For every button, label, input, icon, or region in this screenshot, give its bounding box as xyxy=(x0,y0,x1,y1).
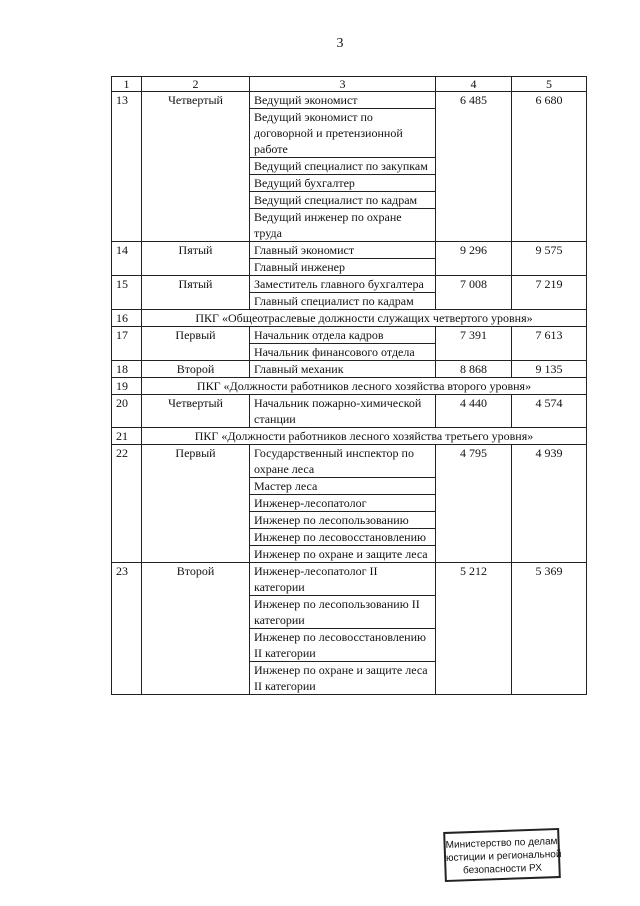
section-row xyxy=(112,310,587,327)
position-title: Инженер по охране и защите леса II категории xyxy=(250,662,436,695)
position-title: Начальник финансового отдела xyxy=(250,344,436,361)
section-row xyxy=(112,378,587,395)
value-column-5: 7 219 xyxy=(512,276,587,310)
position-title: Инженер-лесопатолог xyxy=(250,495,436,512)
section-row xyxy=(112,428,587,445)
position-title: Государственный инспектор по охране леса xyxy=(250,445,436,478)
row-number: 21 xyxy=(112,428,142,445)
qualification-level: Пятый xyxy=(142,276,250,310)
position-title: Главный механик xyxy=(250,361,436,378)
row-number: 16 xyxy=(112,310,142,327)
section-title: ПКГ «Общеотраслевые должности служащих четвертого уровня» xyxy=(142,310,587,327)
position-title: Инженер по охране и защите леса xyxy=(250,546,436,563)
value-column-4: 8 868 xyxy=(436,361,512,378)
page-number: 3 xyxy=(336,36,344,51)
stamp-line: Министерство по делам xyxy=(445,836,558,851)
position-title: Начальник пожарно-химической станции xyxy=(250,395,436,428)
value-column-5: 4 574 xyxy=(512,395,587,428)
position-title: Главный инженер xyxy=(250,259,436,276)
position-title: Заместитель главного бухгалтера xyxy=(250,276,436,293)
qualification-level: Четвертый xyxy=(142,92,250,242)
ministry-stamp xyxy=(443,828,561,882)
value-column-5: 7 613 xyxy=(512,327,587,361)
stamp-line: юстиции и региональной xyxy=(445,848,562,864)
qualification-level: Пятый xyxy=(142,242,250,276)
position-title: Мастер леса xyxy=(250,478,436,495)
position-title: Ведущий экономист по договорной и претензионной работе xyxy=(250,109,436,158)
position-title: Ведущий инженер по охране труда xyxy=(250,209,436,242)
position-title: Инженер по лесопользованию II категории xyxy=(250,596,436,629)
row-number: 20 xyxy=(112,395,142,428)
header-cell: 4 xyxy=(436,77,512,92)
header-cell: 5 xyxy=(512,77,587,92)
position-title: Инженер по лесовосстановлению xyxy=(250,529,436,546)
table-header-row xyxy=(112,77,587,92)
value-column-4: 4 795 xyxy=(436,445,512,563)
qualification-level: Первый xyxy=(142,327,250,361)
table-row xyxy=(112,327,587,344)
qualification-level: Четвертый xyxy=(142,395,250,428)
table-row xyxy=(112,361,587,378)
qualification-level: Второй xyxy=(142,361,250,378)
position-title: Ведущий специалист по закупкам xyxy=(250,158,436,175)
value-column-4: 7 008 xyxy=(436,276,512,310)
row-number: 15 xyxy=(112,276,142,310)
table-row xyxy=(112,395,587,428)
position-title: Инженер-лесопатолог II категории xyxy=(250,563,436,596)
value-column-5: 6 680 xyxy=(512,92,587,242)
section-title: ПКГ «Должности работников лесного хозяйства третьего уровня» xyxy=(142,428,587,445)
row-number: 22 xyxy=(112,445,142,563)
qualification-level: Первый xyxy=(142,445,250,563)
position-title: Главный специалист по кадрам xyxy=(250,293,436,310)
position-title: Начальник отдела кадров xyxy=(250,327,436,344)
position-title: Ведущий специалист по кадрам xyxy=(250,192,436,209)
table-row xyxy=(112,276,587,293)
value-column-4: 6 485 xyxy=(436,92,512,242)
row-number: 19 xyxy=(112,378,142,395)
position-title: Инженер по лесовосстановлению II категории xyxy=(250,629,436,662)
row-number: 17 xyxy=(112,327,142,361)
qualification-level: Второй xyxy=(142,563,250,695)
row-number: 23 xyxy=(112,563,142,695)
table-row xyxy=(112,445,587,478)
table-row xyxy=(112,92,587,109)
table-row xyxy=(112,563,587,596)
value-column-5: 9 135 xyxy=(512,361,587,378)
value-column-4: 5 212 xyxy=(436,563,512,695)
value-column-4: 7 391 xyxy=(436,327,512,361)
section-title: ПКГ «Должности работников лесного хозяйства второго уровня» xyxy=(142,378,587,395)
row-number: 14 xyxy=(112,242,142,276)
row-number: 13 xyxy=(112,92,142,242)
salary-table xyxy=(111,76,587,695)
position-title: Ведущий бухгалтер xyxy=(250,175,436,192)
position-title: Главный экономист xyxy=(250,242,436,259)
value-column-5: 5 369 xyxy=(512,563,587,695)
value-column-5: 9 575 xyxy=(512,242,587,276)
stamp-line: безопасности РХ xyxy=(462,862,543,877)
value-column-5: 4 939 xyxy=(512,445,587,563)
row-number: 18 xyxy=(112,361,142,378)
header-cell: 2 xyxy=(142,77,250,92)
position-title: Инженер по лесопользованию xyxy=(250,512,436,529)
position-title: Ведущий экономист xyxy=(250,92,436,109)
header-cell: 1 xyxy=(112,77,142,92)
value-column-4: 9 296 xyxy=(436,242,512,276)
header-cell: 3 xyxy=(250,77,436,92)
value-column-4: 4 440 xyxy=(436,395,512,428)
table-row xyxy=(112,242,587,259)
